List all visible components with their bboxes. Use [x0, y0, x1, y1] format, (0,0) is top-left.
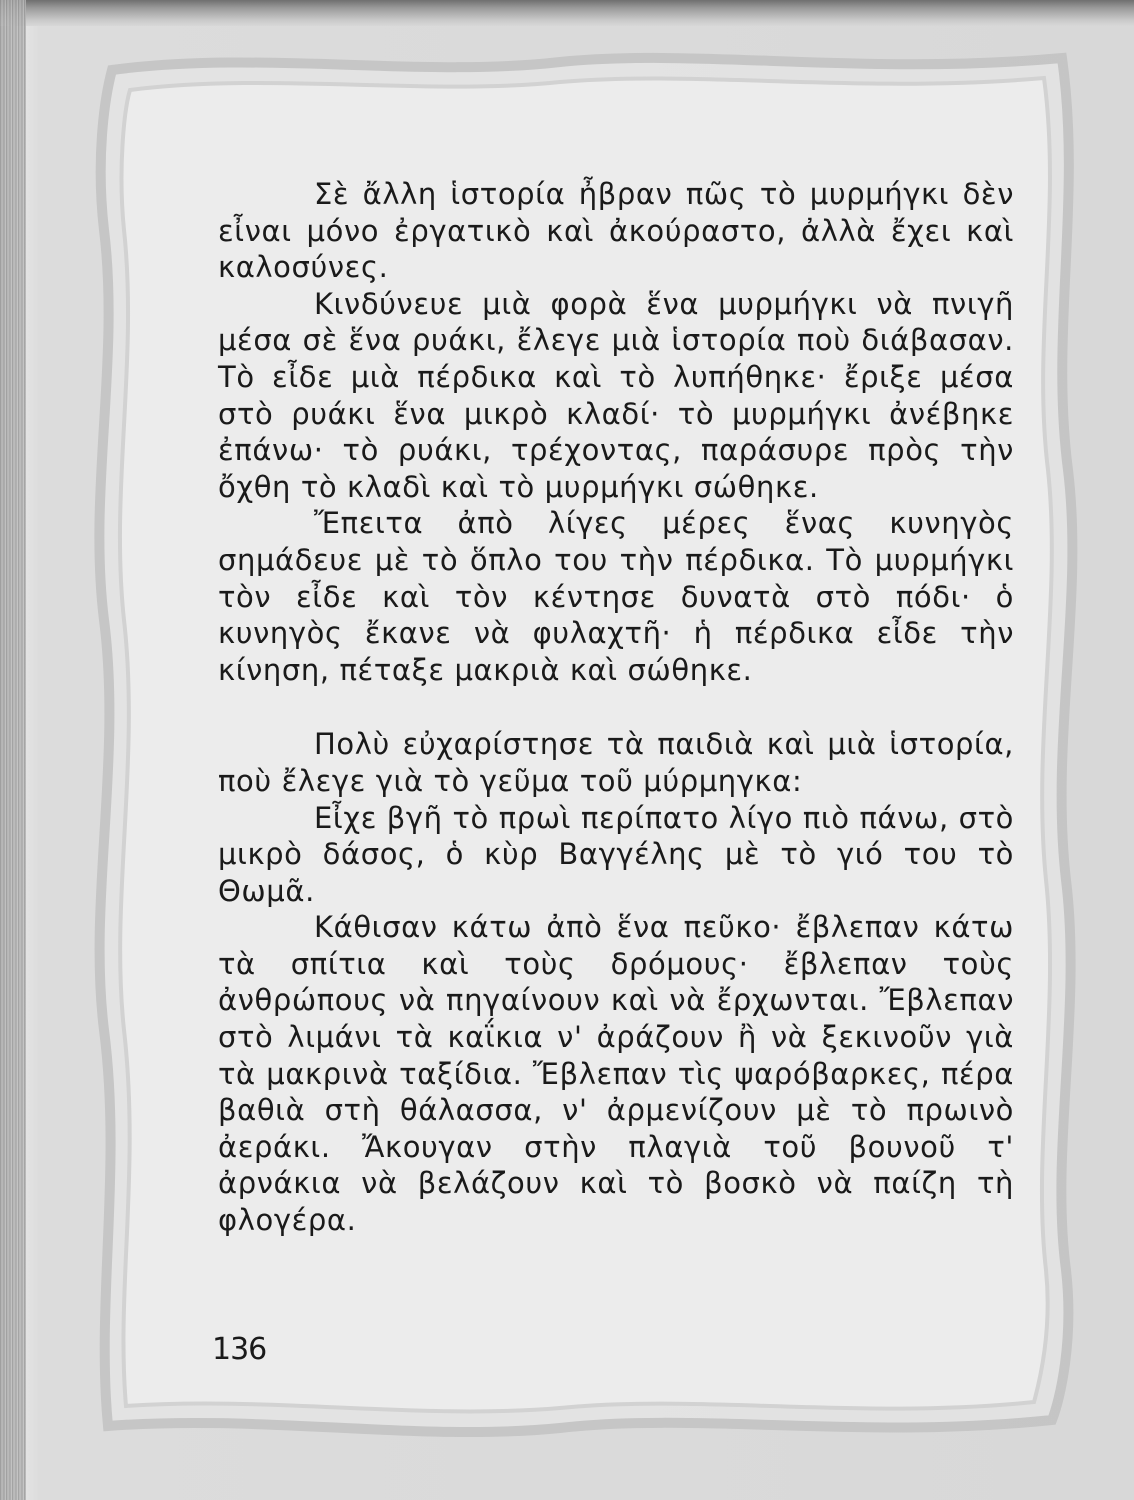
paragraph: Κινδύνευε μιὰ φορὰ ἕνα μυρμήγκι νὰ πνιγῆ μέσα σὲ ἕνα ρυάκι, ἔλεγε μιὰ ἱστορία ποὺ διάβασαν. Τὸ εἶδε μιὰ πέρδικα καὶ τὸ λυπήθηκε· ἔριξε μέσα στὸ ρυάκι ἕνα μικρὸ κλαδί· τὸ μυρμήγκι ἀνέβηκε ἐπάνω· τὸ ρυάκι, τρέχοντας, παράσυρε πρὸς τὴν ὄχθη τὸ κλαδὶ καὶ τὸ μυρμήγκι σώθηκε. — [218, 286, 1014, 504]
paragraph: Κάθισαν κάτω ἀπὸ ἕνα πεῦκο· ἔβλεπαν κάτω τὰ σπίτια καὶ τοὺς δρόμους· ἔβλεπαν τοὺς ἀνθρώπους νὰ πηγαίνουν καὶ νὰ ἔρχωνται. Ἔβλεπαν στὸ λιμάνι τὰ καΐκια ν' ἀράζουν ἢ νὰ ξεκινοῦν γιὰ τὰ μακρινὰ ταξίδια. Ἔβλεπαν τὶς ψαρόβαρκες, πέρα βαθιὰ στὴ θάλασσα, ν' ἀρμενίζουν μὲ τὸ πρωινὸ ἀεράκι. Ἄκουγαν στὴν πλαγιὰ τοῦ βουνοῦ τ' ἀρνάκια νὰ βελάζουν καὶ τὸ βοσκὸ νὰ παίζη τὴ φλογέρα. — [218, 910, 1014, 1238]
page-number: 136 — [212, 1332, 267, 1367]
paragraph: Σὲ ἄλλη ἱστορία ἦβραν πῶς τὸ μυρμήγκι δὲν εἶναι μόνο ἐργατικὸ καὶ ἀκούραστο, ἀλλὰ ἔχει καὶ καλοσύνες. — [218, 177, 1014, 285]
paragraph: Ἔπειτα ἀπὸ λίγες μέρες ἕνας κυνηγὸς σημάδευε μὲ τὸ ὅπλο του τὴν πέρδικα. Τὸ μυρμήγκι τὸν εἶδε καὶ τὸν κέντησε δυνατὰ στὸ πόδι· ὁ κυνηγὸς ἔκανε νὰ φυλαχτῆ· ἡ πέρδικα εἶδε τὴν κίνηση, πέταξε μακριὰ καὶ σώθηκε. — [218, 506, 1014, 687]
paragraph: Εἶχε βγῆ τὸ πρωὶ περίπατο λίγο πιὸ πάνω, στὸ μικρὸ δάσος, ὁ κὺρ Βαγγέλης μὲ τὸ γιό του τὸ Θωμᾶ. — [218, 800, 1014, 908]
body-text — [218, 176, 1014, 1239]
paragraph: Πολὺ εὐχαρίστησε τὰ παιδιὰ καὶ μιὰ ἱστορία, ποὺ ἔλεγε γιὰ τὸ γεῦμα τοῦ μύρμηγκα: — [218, 727, 1014, 798]
